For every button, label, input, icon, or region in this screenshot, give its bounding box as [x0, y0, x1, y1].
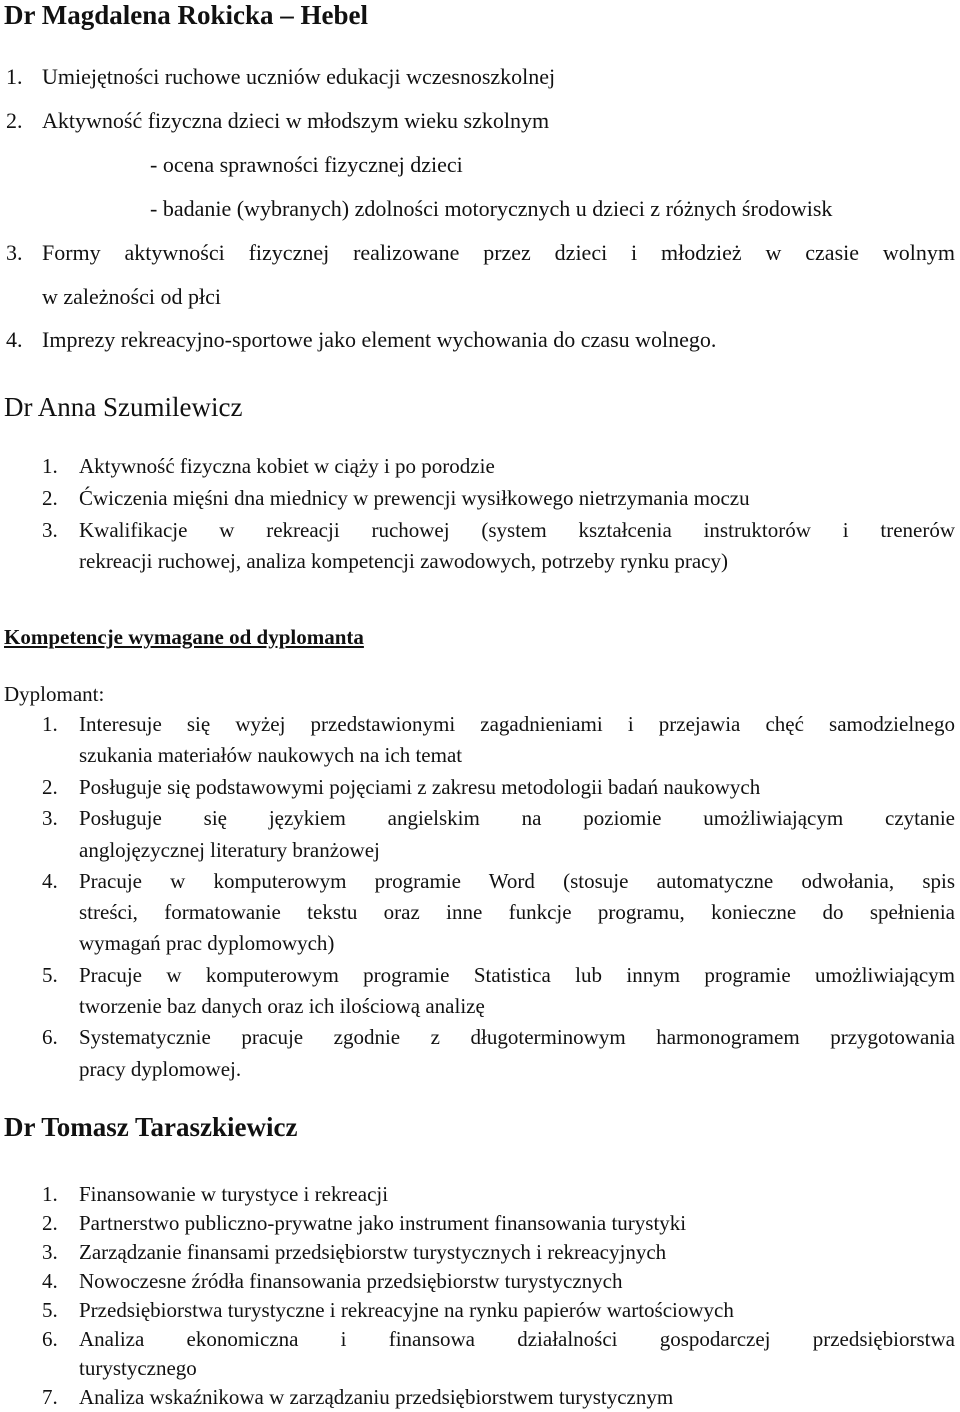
- s3-item-6-line-1: Systematycznie pracuje zgodnie z długoterminowym harmonogramem przygotowania: [79, 1025, 955, 1049]
- s4-item-7-text: Analiza wskaźnikowa w zarządzaniu przedsiębiorstwem turystycznym: [79, 1385, 674, 1409]
- s4-item-4-text: Nowoczesne źródła finansowania przedsiębiorstw turystycznych: [79, 1269, 623, 1293]
- s3-item-6-line-2: pracy dyplomowej.: [79, 1057, 242, 1081]
- competences-intro: Dyplomant:: [4, 682, 105, 706]
- s3-item-5-num: 5.: [42, 963, 58, 987]
- s3-item-5-line-2: tworzenie baz danych oraz ich ilościową analizę: [79, 994, 485, 1018]
- s4-item-7-num: 7.: [42, 1385, 58, 1409]
- s4-item-3-num: 3.: [42, 1240, 58, 1264]
- s2-item-1-text: Aktywność fizyczna kobiet w ciąży i po porodzie: [79, 454, 495, 478]
- s3-item-4-line-1: Pracuje w komputerowym programie Word (stosuje automatyczne odwołania, spis: [79, 869, 955, 893]
- heading-taraszkiewicz: Dr Tomasz Taraszkiewicz: [4, 1112, 298, 1142]
- s4-item-6-num: 6.: [42, 1327, 58, 1351]
- s4-item-2-num: 2.: [42, 1211, 58, 1235]
- s3-item-5-line-1: Pracuje w komputerowym programie Statistica lub innym programie umożliwiającym: [79, 963, 955, 987]
- s1-item-1-num: 1.: [6, 64, 23, 89]
- s4-item-5-num: 5.: [42, 1298, 58, 1322]
- s1-item-2-sub-2: - badanie (wybranych) zdolności motorycznych u dzieci z różnych środowisk: [150, 196, 833, 221]
- s2-item-3-line-2: rekreacji ruchowej, analiza kompetencji zawodowych, potrzeby rynku pracy): [79, 549, 728, 573]
- s3-item-4-line-2: streści, formatowanie tekstu oraz inne funkcje programu, konieczne do spełnienia: [79, 900, 955, 924]
- s1-item-1-text: Umiejętności ruchowe uczniów edukacji wczesnoszkolnej: [42, 64, 556, 89]
- s3-item-2-num: 2.: [42, 775, 58, 799]
- s3-item-1-line-1: Interesuje się wyżej przedstawionymi zagadnieniami i przejawia chęć samodzielnego: [79, 712, 955, 736]
- s3-item-3-line-1: Posługuje się językiem angielskim na poziomie umożliwiającym czytanie: [79, 806, 955, 830]
- heading-rokicka: Dr Magdalena Rokicka – Hebel: [4, 0, 368, 30]
- s1-item-3-line-2: w zależności od płci: [42, 284, 221, 309]
- s1-item-2-text: Aktywność fizyczna dzieci w młodszym wieku szkolnym: [42, 108, 550, 133]
- s4-item-1-text: Finansowanie w turystyce i rekreacji: [79, 1182, 389, 1206]
- s1-item-4-text: Imprezy rekreacyjno-sportowe jako element wychowania do czasu wolnego.: [42, 327, 717, 352]
- s4-item-5-text: Przedsiębiorstwa turystyczne i rekreacyjne na rynku papierów wartościowych: [79, 1298, 734, 1322]
- s3-item-6-num: 6.: [42, 1025, 58, 1049]
- s4-item-3-text: Zarządzanie finansami przedsiębiorstw turystycznych i rekreacyjnych: [79, 1240, 667, 1264]
- s4-item-6-line-1: Analiza ekonomiczna i finansowa działalności gospodarczej przedsiębiorstwa: [79, 1327, 955, 1351]
- s4-item-2-text: Partnerstwo publiczno-prywatne jako instrument finansowania turystyki: [79, 1211, 687, 1235]
- s3-item-2-line-1: Posługuje się podstawowymi pojęciami z zakresu metodologii badań naukowych: [79, 775, 761, 799]
- s2-item-3-line-1: Kwalifikacje w rekreacji ruchowej (system kształcenia instruktorów i trenerów: [79, 518, 955, 542]
- heading-competences: Kompetencje wymagane od dyplomanta: [4, 625, 364, 649]
- s2-item-2-num: 2.: [42, 486, 58, 510]
- s4-item-6-line-2: turystycznego: [79, 1356, 197, 1380]
- s3-item-1-line-2: szukania materiałów naukowych na ich temat: [79, 743, 463, 767]
- s2-item-3-num: 3.: [42, 518, 58, 542]
- s3-item-4-num: 4.: [42, 869, 58, 893]
- s1-item-3-num: 3.: [6, 240, 23, 265]
- s1-item-4-num: 4.: [6, 327, 23, 352]
- s4-item-4-num: 4.: [42, 1269, 58, 1293]
- s3-item-1-num: 1.: [42, 712, 58, 736]
- s1-item-3-line-1: Formy aktywności fizycznej realizowane przez dzieci i młodzież w czasie wolnym: [42, 240, 955, 265]
- s3-item-3-num: 3.: [42, 806, 58, 830]
- s2-item-1-num: 1.: [42, 454, 58, 478]
- s4-item-1-num: 1.: [42, 1182, 58, 1206]
- s3-item-3-line-2: anglojęzycznej literatury branżowej: [79, 838, 380, 862]
- s2-item-2-text: Ćwiczenia mięśni dna miednicy w prewencji wysiłkowego nietrzymania moczu: [79, 486, 750, 510]
- s1-item-2-sub-1: - ocena sprawności fizycznej dzieci: [150, 152, 463, 177]
- heading-szumilewicz: Dr Anna Szumilewicz: [4, 392, 243, 422]
- s3-item-4-line-3: wymagań prac dyplomowych): [79, 931, 335, 955]
- s1-item-2-num: 2.: [6, 108, 23, 133]
